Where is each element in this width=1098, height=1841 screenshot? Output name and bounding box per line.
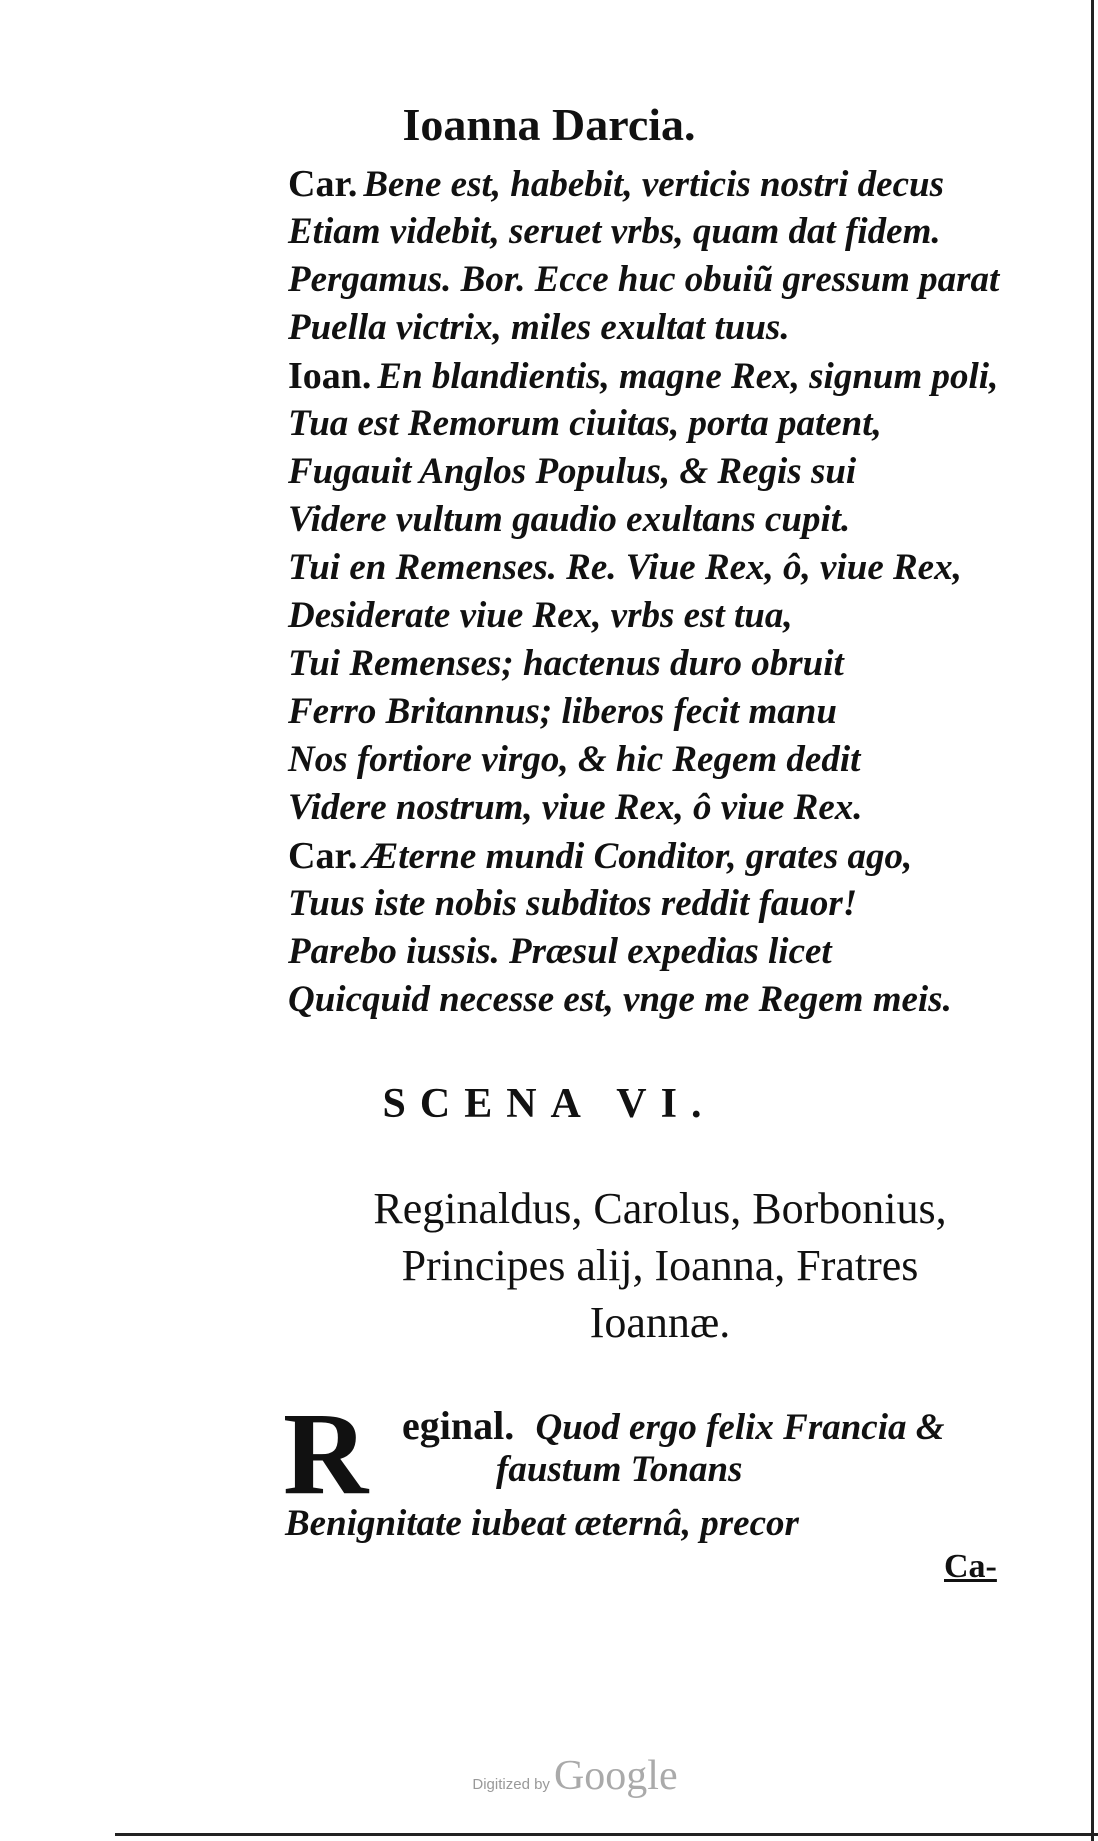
verse-line (288, 352, 1068, 400)
verse-line (288, 976, 1068, 1024)
verse-text: Benignitate iubeat æternâ, precor (285, 1503, 799, 1544)
verse-block (288, 160, 1068, 1024)
verse-text: Parebo iussis. Præsul expedias licet (288, 931, 832, 972)
verse-text: Tui en Remenses. Re. Viue Rex, ô, viue Rex, (288, 547, 962, 588)
speaker-label: Car. (288, 163, 358, 205)
verse-text: En blandientis, magne Rex, signum poli, (377, 356, 999, 397)
persons-line: Principes alij, Ioanna, Fratres (401, 1241, 919, 1290)
verse-line (288, 496, 1068, 544)
verse-text: Quod ergo felix Francia & (535, 1407, 945, 1448)
verse-line (288, 544, 1068, 592)
verse-line (288, 736, 1068, 784)
verse-text: Nos fortiore virgo, & hic Regem dedit (288, 739, 861, 780)
verse-line (288, 928, 1068, 976)
verse-line (288, 640, 1068, 688)
page-edge-bottom (115, 1833, 1098, 1836)
speaker-label: eginal. (402, 1403, 515, 1448)
running-title: Ioanna Darcia. (402, 99, 696, 150)
verse-text: Videre nostrum, viue Rex, ô viue Rex. (288, 787, 863, 828)
verse-text: Desiderate viue Rex, vrbs est tua, (288, 595, 793, 636)
catchword: Ca- (944, 1548, 997, 1585)
verse-line (288, 208, 1068, 256)
verse-text: Videre vultum gaudio exultans cupit. (288, 499, 851, 540)
verse-line (288, 784, 1068, 832)
verse-line (288, 256, 1068, 304)
verse-text: Fugauit Anglos Populus, & Regis sui (288, 451, 857, 492)
verse-text: Puella victrix, miles exultat tuus. (288, 307, 790, 348)
verse-line (288, 832, 1068, 880)
dramatis-personae (270, 1180, 1050, 1351)
verse-text: faustum Tonans (496, 1449, 743, 1490)
drop-cap: R (283, 1388, 369, 1519)
verse-text: Etiam videbit, seruet vrbs, quam dat fidem. (288, 211, 941, 252)
verse-text: Ferro Britannus; liberos fecit manu (288, 691, 837, 732)
verse-text: Bene est, habebit, verticis nostri decus (363, 164, 945, 205)
verse-text: Tuus iste nobis subditos reddit fauor! (288, 883, 858, 924)
verse-line (288, 304, 1068, 352)
scene-heading: SCENA VI. (382, 1081, 716, 1127)
speaker-label: Ioan. (288, 355, 372, 397)
watermark-prefix: Digitized by (472, 1776, 550, 1793)
watermark-brand: Google (553, 1753, 678, 1799)
verse-text: Tui Remenses; hactenus duro obruit (288, 643, 844, 684)
page-edge-right (1091, 0, 1094, 1841)
scene-first-line (402, 1402, 945, 1449)
verse-line (288, 592, 1068, 640)
verse-text: Quicquid necesse est, vnge me Regem meis. (288, 979, 952, 1020)
verse-line (288, 160, 1068, 208)
verse-line (288, 688, 1068, 736)
persons-line: Reginaldus, Carolus, Borbonius, (373, 1184, 947, 1233)
verse-line (288, 448, 1068, 496)
speaker-label: Car. (288, 835, 358, 877)
digitized-watermark (0, 1752, 1098, 1800)
verse-text: Tua est Remorum ciuitas, porta patent, (288, 403, 882, 444)
verse-text: Pergamus. Bor. Ecce huc obuiũ gressum parat (288, 259, 1000, 300)
persons-line: Ioannæ. (589, 1298, 731, 1347)
verse-line (288, 400, 1068, 448)
verse-line (288, 880, 1068, 928)
verse-text: Æterne mundi Conditor, grates ago, (363, 836, 913, 877)
